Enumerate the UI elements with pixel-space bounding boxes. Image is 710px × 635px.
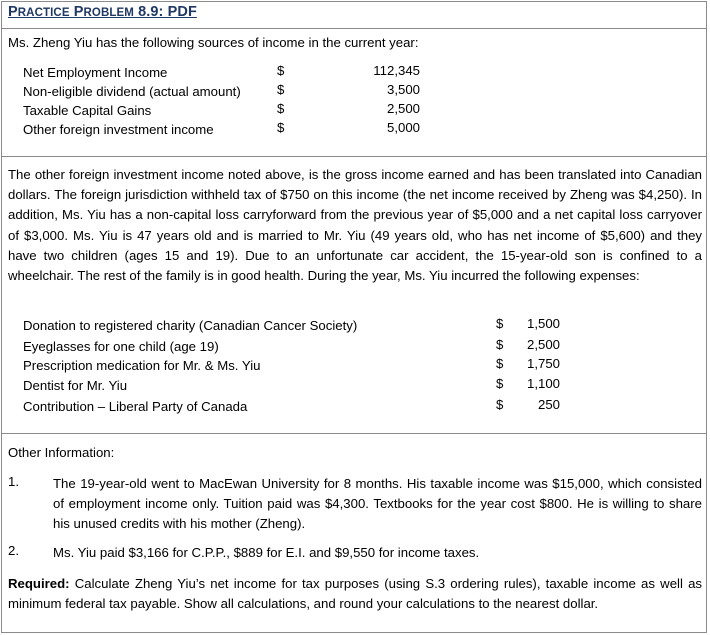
income-row: [23, 82, 241, 101]
other-info-item: Ms. Yiu paid $3,166 for C.P.P., $889 for E.I. and $9,550 for income taxes.: [53, 545, 480, 560]
income-amount: 112,345: [373, 63, 420, 78]
income-label: Non-eligible dividend (actual amount): [23, 84, 241, 99]
expense-label: Prescription medication for Mr. & Ms. Yiu: [23, 358, 261, 373]
expense-currency: $: [496, 316, 504, 331]
other-info-number: 1.: [8, 474, 19, 489]
scenario-paragraph: The other foreign investment income noted above, is the gross income earned and has been translated into Canadian dollars. The foreign jurisdiction withheld tax of $750 on this income (the net income received by Zheng was $4,250). In addition, Ms. Yiu has a non-capital loss carryforward from the previous year of $5,000 and a net capital loss carryover of $3,000. Ms. Yiu is 47 years old and is married to Mr. Yiu (49 years old, who has net income of $5,600) and they have two children (ages 15 and 19). Due to an unfortunate car accident, the 15-year-old son is confined to a wheelchair. The rest of the family is in good health. During the year, Ms. Yiu incurred the following expenses:: [8, 167, 702, 284]
expense-label: Dentist for Mr. Yiu: [23, 378, 128, 393]
expense-amount: 1,750: [526, 356, 560, 371]
required-label: Required:: [8, 576, 70, 591]
divider-intro: [1, 156, 707, 157]
income-row: [23, 120, 214, 139]
divider-title: [1, 28, 707, 29]
problem-title: PRACTICE PROBLEM 8.9: PDF: [8, 4, 197, 20]
other-info-item: The 19-year-old went to MacEwan University for 8 months. His taxable income was $15,000, which consisted of employment income only. Tuition paid was $4,300. Textbooks for the year cost $800. He is willing to share his unused credits with his mother (Zheng).: [53, 476, 702, 532]
expense-currency: $: [496, 376, 504, 391]
expense-label: Contribution – Liberal Party of Canada: [23, 399, 248, 414]
expense-amount: 2,500: [526, 337, 560, 352]
expense-amount: 1,500: [526, 316, 560, 331]
expense-label: Donation to registered charity (Canadian Cancer Society): [23, 318, 358, 333]
income-amount: 5,000: [386, 120, 420, 135]
income-amount: 3,500: [386, 82, 420, 97]
expense-amount: 250: [537, 397, 560, 412]
expense-row: [23, 397, 247, 416]
expense-row: [23, 337, 219, 356]
required-text: Calculate Zheng Yiu’s net income for tax purposes (using S.3 ordering rules), taxable income as well as minimum federal tax payable. Show all calculations, and round your calculations to the nearest dollar.: [8, 576, 702, 612]
divider-expenses: [1, 433, 707, 434]
expense-currency: $: [496, 397, 504, 412]
expense-row: [23, 356, 260, 375]
income-amount: 2,500: [386, 101, 420, 116]
income-label: Net Employment Income: [23, 65, 168, 80]
income-row: [23, 101, 151, 120]
required-paragraph: [8, 574, 702, 614]
expense-currency: $: [496, 356, 504, 371]
other-info-number: 2.: [8, 543, 19, 558]
expense-amount: 1,100: [526, 376, 560, 391]
intro-text: Ms. Zheng Yiu has the following sources of income in the current year:: [8, 35, 419, 50]
expense-label: Eyeglasses for one child (age 19): [23, 339, 219, 354]
other-info-heading: Other Information:: [8, 445, 115, 460]
income-label: Other foreign investment income: [23, 122, 214, 137]
income-row: [23, 63, 167, 82]
income-currency: $: [277, 63, 285, 78]
income-currency: $: [277, 101, 285, 116]
expense-currency: $: [496, 337, 504, 352]
expense-row: [23, 316, 357, 335]
expense-row: [23, 376, 127, 395]
income-currency: $: [277, 120, 285, 135]
income-currency: $: [277, 82, 285, 97]
income-label: Taxable Capital Gains: [23, 103, 152, 118]
